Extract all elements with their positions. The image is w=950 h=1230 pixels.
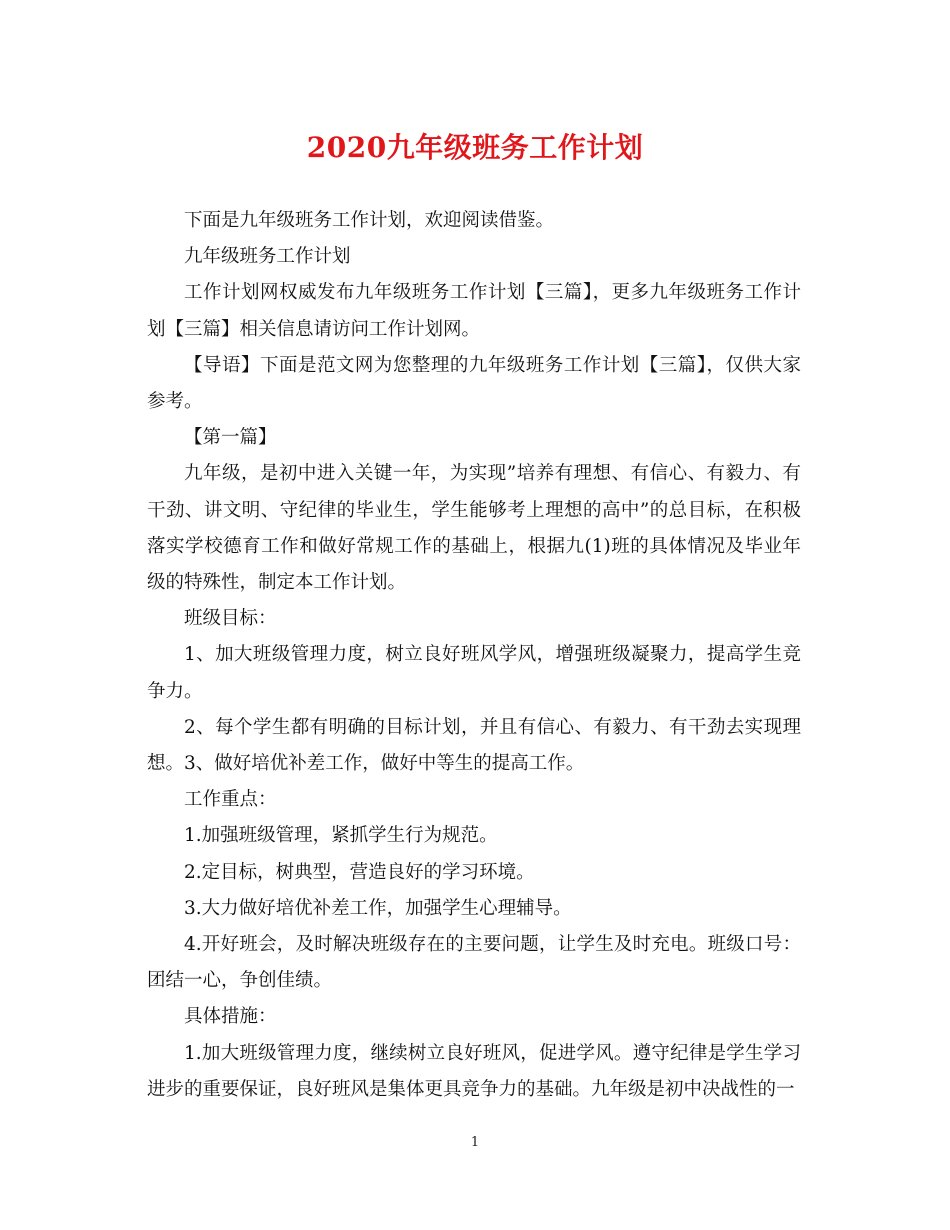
goal-item-1: 1、加大班级管理力度，树立良好班风学风，增强班级凝聚力，提高学生竞争力。 [147, 644, 801, 702]
section-heading-focus: 工作重点： [184, 789, 277, 811]
paragraph-overview: 九年级，是初中进入关键一年，为实现”培养有理想、有信心、有毅力、有干劲、讲文明、守纪律的毕业生，学生能够考上理想的高中”的总目标，在积极落实学校德育工作和做好常规工作的基础上，根据九(1)班的具体情况及毕业年级的特殊性，制定本工作计划。 [147, 463, 801, 594]
paragraph-guide: 【导语】下面是范文网为您整理的九年级班务工作计划【三篇】，仅供大家参考。 [147, 354, 801, 413]
goal-item-2-3: 2、每个学生都有明确的目标计划，并且有信心、有毅力、有干劲去实现理想。3、做好培优补差工作，做好中等生的提高工作。 [147, 716, 801, 775]
focus-item-2: 2.定目标，树典型，营造良好的学习环境。 [184, 861, 535, 883]
focus-item-4: 4.开好班会，及时解决班级存在的主要问题，让学生及时充电。班级口号：团结一心，争创佳绩。 [147, 934, 801, 992]
paragraph-subtitle: 九年级班务工作计划 [184, 246, 351, 268]
section-heading-measures: 具体措施： [184, 1006, 277, 1028]
document-body [147, 203, 801, 1108]
paragraph-intro: 下面是九年级班务工作计划，欢迎阅读借鉴。 [184, 210, 555, 231]
section-heading-goals: 班级目标： [184, 608, 277, 630]
measure-item-1: 1.加大班级管理力度，继续树立良好班风，促进学风。遵守纪律是学生学习进步的重要保证，良好班风是集体更具竞争力的基础。九年级是初中决战性的一 [147, 1042, 801, 1100]
paragraph-source: 工作计划网权威发布九年级班务工作计划【三篇】，更多九年级班务工作计划【三篇】相关信息请访问工作计划网。 [147, 282, 801, 340]
page-number: 1 [470, 1135, 480, 1150]
focus-item-1: 1.加强班级管理，紧抓学生行为规范。 [184, 825, 498, 847]
section-heading-first: 【第一篇】 [184, 427, 277, 449]
document-title: 2020九年级班务工作计划 [306, 131, 644, 164]
focus-item-3: 3.大力做好培优补差工作，加强学生心理辅导。 [184, 897, 572, 919]
